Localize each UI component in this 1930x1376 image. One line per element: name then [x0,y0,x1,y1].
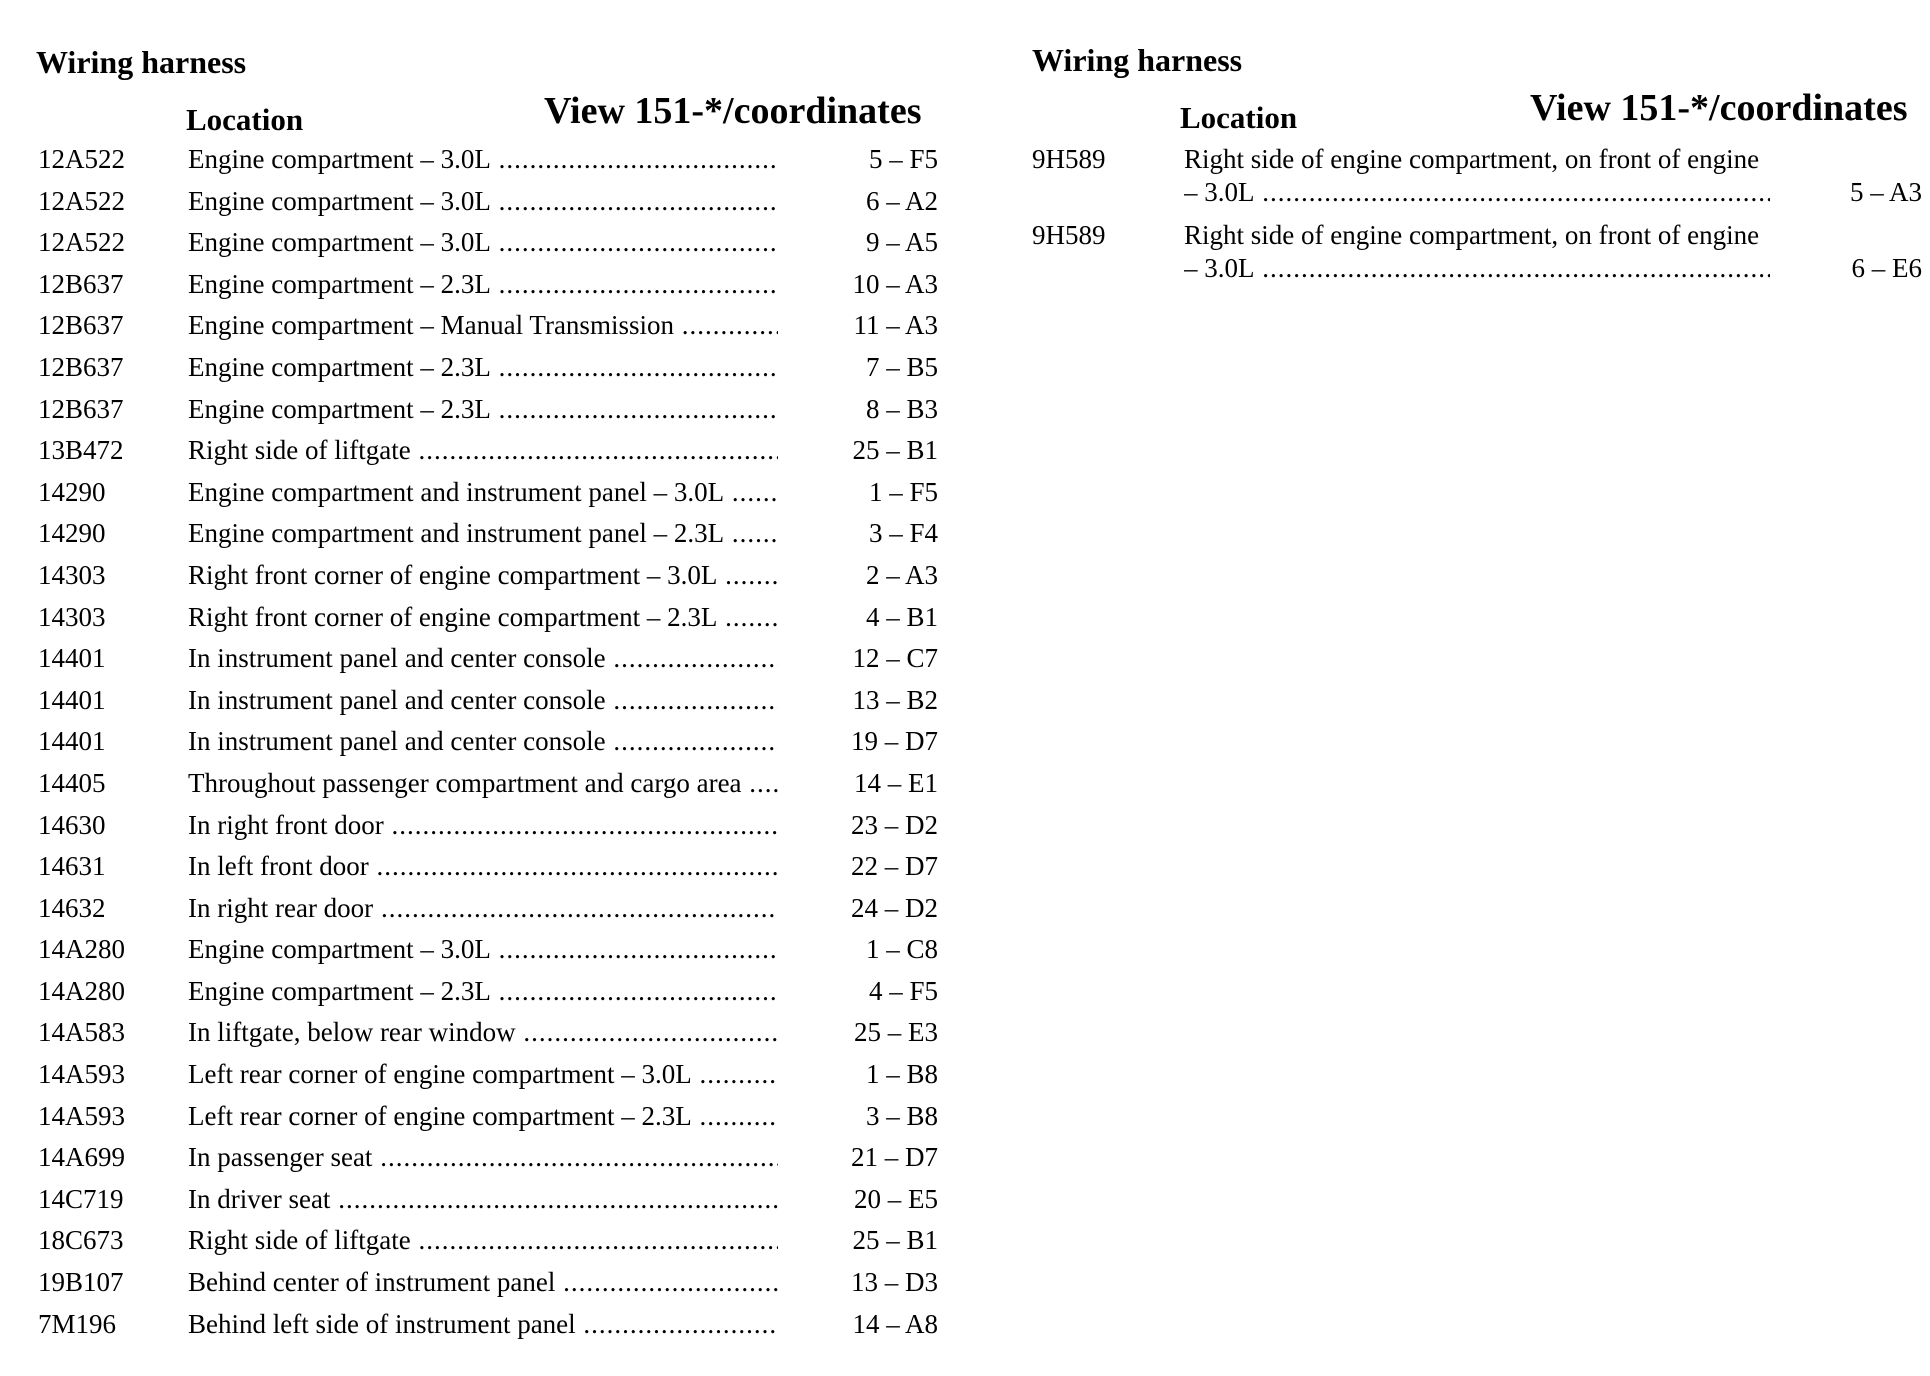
location-text: Engine compartment – 3.0L ..... [188,186,778,217]
harness-number: 14290 [38,476,106,507]
harness-number: 12A522 [38,185,125,216]
harness-number: 14401 [38,684,106,715]
location-text: Engine compartment – 3.0L ..... [188,144,778,175]
view-coordinates-header: View 151-*/coordinates [544,90,922,132]
table-row [32,1225,938,1267]
harness-number: 18C673 [38,1225,124,1256]
table-row [1032,220,1922,296]
view-coordinate: 1 – B8 [865,1059,938,1090]
harness-table [1032,144,1922,296]
table-row [32,809,938,852]
harness-number: 14401 [38,643,106,674]
location-text: Engine compartment and instrument panel – 2.3L ..... [188,518,778,549]
view-coordinate: 24 – D2 [851,892,938,923]
location-text: Right side of engine compartment, on front of engine [1184,144,1760,174]
view-coordinate: 25 – E3 [854,1017,938,1048]
location-text: Right side of liftgate ..... [188,435,778,466]
view-coordinate: 21 – D7 [851,1142,938,1173]
location-header: Location [186,102,304,137]
harness-number: 14303 [38,559,106,590]
harness-number: 14630 [38,809,106,840]
view-coordinate: 23 – D2 [851,809,938,840]
location-text: Engine compartment – 3.0L ..... [188,227,778,258]
location-text: Engine compartment and instrument panel – 3.0L ..... [188,477,778,508]
harness-number: 14405 [38,767,106,798]
table-row [32,559,938,602]
location-text: Right front corner of engine compartment – 3.0L ..... [188,560,778,591]
table-row [32,1017,938,1059]
view-coordinate: 9 – A5 [865,227,938,258]
location-text-continued: – 3.0L ..... [1184,177,1770,208]
harness-number: 14290 [38,518,106,549]
location-text: Engine compartment – 2.3L ..... [188,269,778,300]
location-text: In liftgate, below rear window ..... [188,1017,778,1048]
view-coordinate: 25 – B1 [852,435,938,466]
location-text: Engine compartment – 3.0L ..... [188,934,778,965]
view-coordinate: 3 – B8 [865,1100,938,1131]
table-row [32,851,938,893]
location-header: Location [1180,100,1298,135]
view-coordinate: 1 – C8 [865,934,938,965]
harness-number: 14A280 [38,975,125,1006]
view-coordinate: 3 – F4 [868,518,938,549]
view-coordinate: 5 – F5 [868,144,938,174]
harness-number: 12A522 [38,227,125,258]
table-row [32,1100,938,1143]
table-row [32,1059,938,1101]
view-coordinate: 1 – F5 [868,476,938,507]
location-text: Left rear corner of engine compartment – 3.0L ..... [188,1059,778,1090]
location-text-continued: – 3.0L ..... [1184,253,1770,284]
view-coordinate: 10 – A3 [852,268,938,299]
view-coordinate: 2 – A3 [865,559,938,590]
table-row [32,435,938,477]
table-row [32,185,938,228]
view-coordinate: 12 – C7 [852,643,938,674]
table-row [32,601,938,644]
location-text: Engine compartment – 2.3L ..... [188,394,778,425]
table-row [32,1267,938,1309]
harness-number: 9H589 [1032,144,1106,174]
view-coordinate: 20 – E5 [854,1183,938,1214]
harness-number: 12B637 [38,393,124,424]
table-row [32,975,938,1018]
harness-number: 14A280 [38,934,125,965]
harness-number: 14A583 [38,1017,125,1048]
view-coordinates-header: View 151-*/coordinates [1530,87,1908,129]
harness-number: 7M196 [38,1308,117,1339]
view-coordinate: 14 – E1 [854,767,938,798]
location-text: Right front corner of engine compartment – 2.3L ..... [188,602,778,633]
harness-number: 14631 [38,851,106,882]
location-text: Engine compartment – Manual Transmission ..... [188,310,778,341]
table-row [32,1142,938,1184]
location-text: In instrument panel and center console ..... [188,685,778,716]
location-text: Right side of liftgate ..... [188,1225,778,1256]
section-title: Wiring harness [36,44,247,80]
view-coordinate: 13 – D3 [851,1267,938,1298]
harness-number: 14632 [38,892,106,923]
harness-number: 14A699 [38,1142,125,1173]
location-text: Engine compartment – 2.3L ..... [188,976,778,1007]
harness-table [32,144,938,1350]
table-row [32,934,938,976]
view-coordinate: 4 – F5 [868,975,938,1006]
location-text: In passenger seat ..... [188,1142,778,1173]
section-title: Wiring harness [1032,42,1243,78]
view-coordinate: 22 – D7 [851,851,938,882]
table-row [32,268,938,311]
harness-number: 19B107 [38,1267,124,1298]
table-row [32,684,938,727]
table-row [1032,144,1922,220]
location-text: In right front door ..... [188,810,778,841]
table-row [32,227,938,269]
view-coordinate: 5 – A3 [1849,177,1922,207]
location-text: Engine compartment – 2.3L ..... [188,352,778,383]
view-coordinate: 19 – D7 [851,726,938,757]
view-coordinate: 14 – A8 [852,1308,938,1339]
location-text: In right rear door ..... [188,893,778,924]
harness-number: 14A593 [38,1100,125,1131]
view-coordinate: 8 – B3 [865,393,938,424]
view-coordinate: 11 – A3 [853,310,938,341]
harness-number: 14401 [38,726,106,757]
location-text: Behind center of instrument panel ..... [188,1267,778,1298]
location-text: In instrument panel and center console ..... [188,726,778,757]
harness-number: 14303 [38,601,106,632]
table-row [32,1183,938,1226]
location-text: In left front door ..... [188,851,778,882]
table-row [32,476,938,519]
table-row [32,310,938,352]
view-coordinate: 6 – E6 [1851,253,1922,283]
location-text: Right side of engine compartment, on front of engine [1184,220,1760,250]
table-row [32,351,938,394]
harness-number: 13B472 [38,435,124,466]
location-text: In instrument panel and center console ..... [188,643,778,674]
harness-number: 12B637 [38,268,124,299]
view-coordinate: 7 – B5 [865,351,938,382]
location-text: Throughout passenger compartment and cargo area ..... [188,768,778,799]
view-coordinate: 13 – B2 [852,684,938,715]
harness-number: 12B637 [38,310,124,341]
harness-number: 12A522 [38,144,125,174]
view-coordinate: 25 – B1 [852,1225,938,1256]
table-row [32,144,938,186]
table-row [32,726,938,768]
view-coordinate: 4 – B1 [865,601,938,632]
table-row [32,393,938,436]
view-coordinate: 6 – A2 [865,185,938,216]
table-row [32,518,938,560]
location-text: Left rear corner of engine compartment – 2.3L ..... [188,1101,778,1132]
table-row [32,643,938,685]
table-row [32,1308,938,1351]
harness-number: 9H589 [1032,220,1106,250]
location-text: In driver seat ..... [188,1184,778,1215]
harness-number: 12B637 [38,351,124,382]
harness-number: 14A593 [38,1059,125,1090]
location-text: Behind left side of instrument panel ..... [188,1309,778,1340]
table-row [32,767,938,810]
harness-number: 14C719 [38,1183,124,1214]
table-row [32,892,938,935]
